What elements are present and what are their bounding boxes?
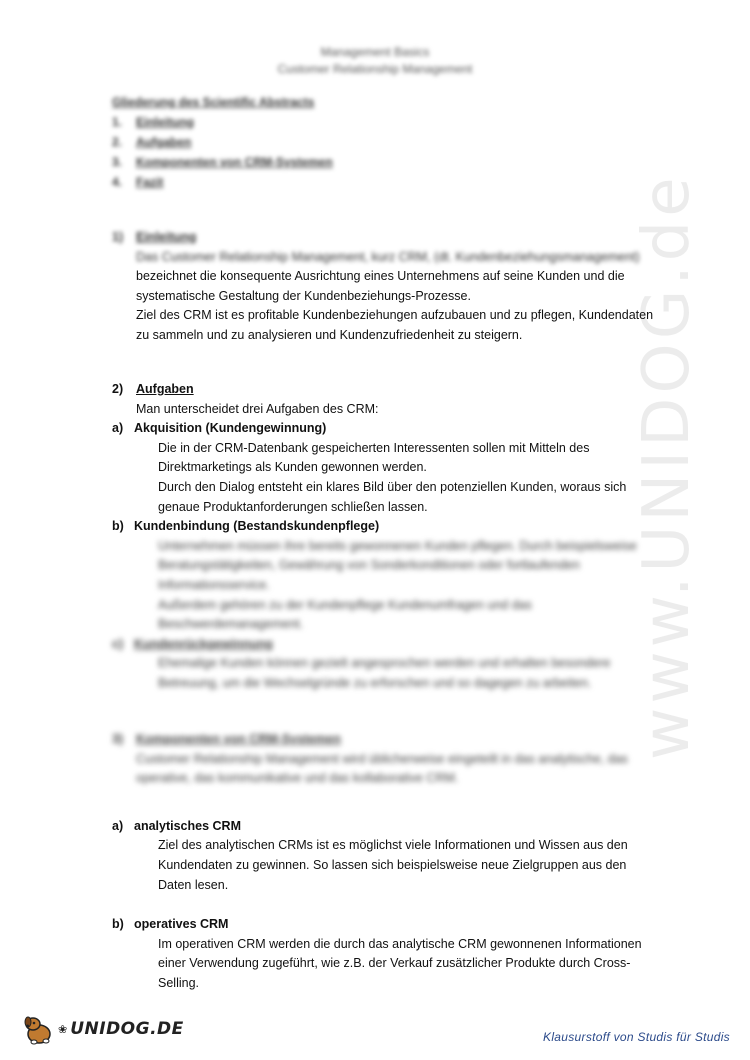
paragraph-line: Kundendaten zu gewinnen. So lassen sich beispielsweise neue Zielgruppen aus den — [158, 857, 627, 872]
section-heading — [112, 228, 672, 248]
paragraph-line: Beratungstätigkeiten, Gewährung von Sonderkonditionen oder fortlaufenden — [158, 558, 580, 573]
paragraph-line: Ziel des CRM ist es profitable Kundenbeziehungen aufzubauen und zu pflegen, Kundendaten — [136, 308, 654, 323]
subsection-number: c) — [112, 636, 124, 651]
subsection-heading — [112, 419, 672, 439]
toc-item-label: Fazit — [136, 175, 164, 189]
paragraph-line: Die in der CRM-Datenbank gespeicherten Interessenten sollen mit Mitteln des — [158, 440, 590, 455]
subsection-title: Kundenbindung (Bestandskundenpflege) — [134, 519, 380, 534]
subsection-heading — [112, 635, 672, 655]
subsection-heading — [112, 517, 672, 537]
paragraph-line: Customer Relationship Management wird üblicherweise eingeteilt in das analytische, das — [136, 751, 628, 766]
section-heading — [112, 380, 672, 400]
section-komponenten — [112, 730, 672, 994]
footer-tagline: Klausurstoff von Studis für Studis — [543, 1030, 730, 1044]
subsection-heading — [112, 915, 672, 935]
subsection-title: Akquisition (Kundengewinnung) — [134, 421, 327, 436]
section-title: Einleitung — [136, 230, 197, 244]
subsection-title: analytisches CRM — [134, 818, 241, 833]
subsection-title: operatives CRM — [134, 917, 229, 932]
paw-icon: ❀ — [58, 1023, 68, 1036]
watermark: www.UNIDOG.de — [630, 173, 704, 760]
toc-item-label: Einleitung — [136, 115, 194, 129]
paragraph-line: Im operativen CRM werden die durch das analytische CRM gewonnenen Informationen — [158, 936, 642, 951]
toc-item-num: 3. — [112, 155, 123, 169]
paragraph-line: Beschwerdemanagement. — [158, 617, 304, 632]
paragraph-line: Daten lesen. — [158, 877, 229, 892]
section-heading — [112, 730, 672, 750]
toc-item-num: 4. — [112, 175, 123, 189]
footer-logo[interactable] — [22, 1012, 184, 1046]
paragraph-line: Unternehmen müssen ihre bereits gewonnenen Kunden pflegen. Durch beispielsweise — [158, 538, 637, 553]
paragraph-line: Direktmarketings als Kunden gewonnen werden. — [158, 460, 427, 475]
logo-text: UNIDOG.DE — [70, 1019, 184, 1039]
toc-title: Gliederung des Scientific Abstracts — [112, 95, 315, 109]
paragraph-line: operative, das kommunikative und das kollaborative CRM. — [136, 771, 459, 786]
subsection-number: b) — [112, 519, 124, 534]
paragraph-line: Ziel des analytischen CRMs ist es möglichst viele Informationen und Wissen aus den — [158, 838, 628, 853]
section-number: 1) — [112, 230, 124, 244]
toc-item — [112, 112, 333, 132]
subsection-title: Kundenrückgewinnung — [134, 636, 273, 651]
table-of-contents — [112, 92, 333, 192]
paragraph-line: Durch den Dialog entsteht ein klares Bild über den potenziellen Kunden, woraus sich — [158, 479, 627, 494]
section-number: 2) — [112, 382, 124, 396]
toc-item-num: 2. — [112, 135, 123, 149]
paragraph-line: Betreuung, um die Wechselgründe zu erforschen und so dagegen zu arbeiten. — [158, 675, 592, 690]
section-title: Komponenten von CRM-Systemen — [136, 732, 341, 746]
paragraph-line: Selling. — [158, 975, 199, 990]
paragraph-line: zu sammeln und zu analysieren und Kundenzufriedenheit zu steigern. — [136, 327, 523, 342]
paragraph-line: systematische Gestaltung der Kundenbeziehungs-Prozesse. — [136, 288, 471, 303]
toc-item-label: Komponenten von CRM-Systemen — [136, 155, 333, 169]
subsection-number: b) — [112, 917, 124, 932]
section-title: Aufgaben — [136, 382, 194, 396]
subsection-heading — [112, 817, 672, 837]
toc-item — [112, 172, 333, 192]
subsection-number: a) — [112, 818, 124, 833]
toc-item-label: Aufgaben — [136, 135, 192, 149]
section-intro: Man unterscheidet drei Aufgaben des CRM: — [136, 401, 379, 416]
section-einleitung — [112, 228, 672, 346]
toc-item — [112, 152, 333, 172]
document-header — [0, 44, 750, 78]
dog-icon — [22, 1012, 56, 1046]
section-aufgaben — [112, 380, 672, 694]
header-line-2: Customer Relationship Management — [277, 62, 473, 76]
section-number: 3) — [112, 732, 124, 746]
paragraph-line: einer Verwendung zugeführt, wie z.B. der Verkauf zusätzlicher Produkte durch Cross- — [158, 956, 631, 971]
toc-item-num: 1. — [112, 115, 123, 129]
paragraph-line: Außerdem gehören zu der Kundenpflege Kundenumfragen und das — [158, 597, 532, 612]
paragraph-line: bezeichnet die konsequente Ausrichtung eines Unternehmens auf seine Kunden und die — [136, 269, 625, 284]
paragraph-line: Informationsservice. — [158, 577, 270, 592]
toc-item — [112, 132, 333, 152]
paragraph-line: Das Customer Relationship Management, kurz CRM, (dt. Kundenbeziehungsmanagement) — [136, 249, 640, 264]
paragraph-line: Ehemalige Kunden können gezielt angesprochen werden und erhalten besondere — [158, 656, 611, 671]
header-line-1: Management Basics — [320, 45, 430, 59]
subsection-number: a) — [112, 421, 124, 436]
paragraph-line: genaue Produktanforderungen schließen lassen. — [158, 499, 428, 514]
